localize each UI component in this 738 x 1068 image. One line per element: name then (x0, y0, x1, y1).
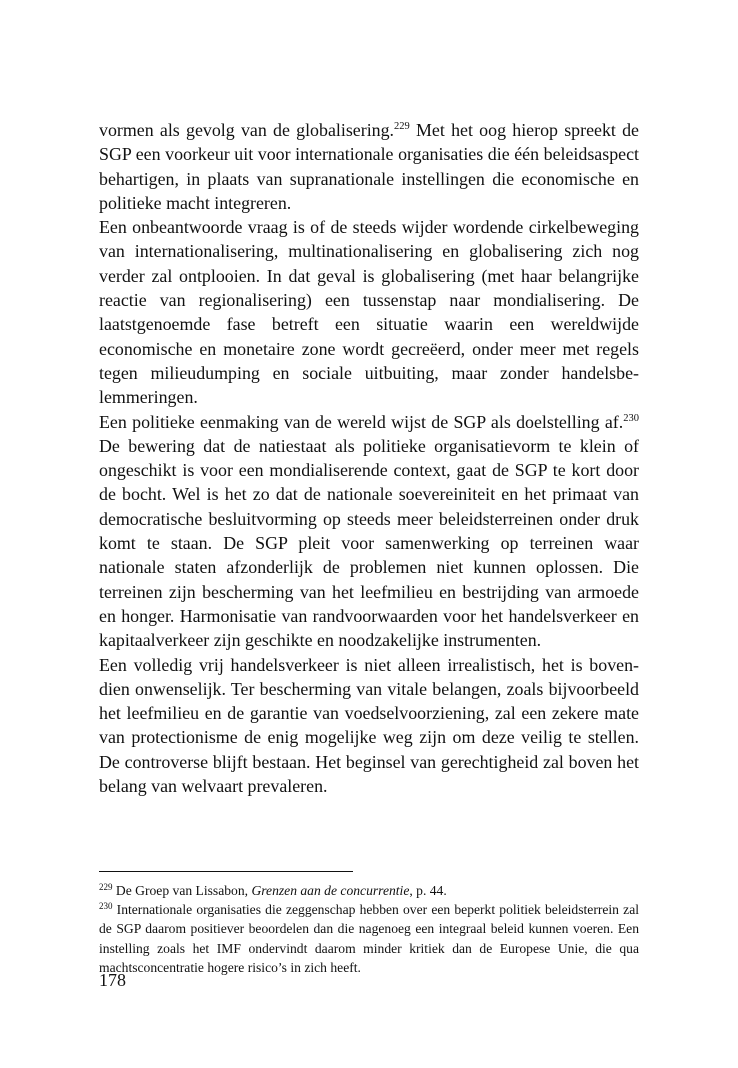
footnote-text: , p. 44. (409, 883, 447, 898)
footnotes (99, 881, 639, 977)
paragraph-4: Een volledig vrij handelsverkeer is niet alleen irrealistisch, het is bovendien onwenselijk. Ter bescherming van vitale belangen, zoals bijvoorbeeld het leefmilieu en de garantie van voedselvoorziening, zal een zekere mate van protectionisme de enig mogelijke weg zijn om deze veilig te stellen. De controverse blijft bestaan. Het beginsel van gerechtigheid zal boven het belang van welvaart prevaleren. (99, 654, 639, 797)
footnote-229 (99, 881, 639, 900)
body-text (99, 118, 639, 798)
footnote-book-title: Grenzen aan de concurrentie (251, 883, 410, 898)
paragraph-2: Een onbeantwoorde vraag is of de steeds wijder wordende cirkelbeweging van internationalisering, multinationalisering en globalisering zich nog verder zal ontplooien. In dat geval is globalisering (met haar belangrijke reactie van regionalisering) een tussenstap naar mondialisering. De laatstgenoemde fase betreft een situatie waarin een wereldwijde economische en monetaire zone wordt gecreëerd, onder meer met regels tegen milieudumping en sociale uitbuiting, maar zonder handelsbelemmeringen. (99, 217, 639, 408)
paragraph-1-start: vormen als gevolg van de globalisering. (99, 120, 395, 140)
paragraph-1 (99, 118, 639, 215)
footnote-text: Internationale organisaties die zeggenschap hebben over een beperkt politiek beleidsterrein zal de SGP daarom positiever beoordelen dan die nagenoeg een integraal beleid kunnen voeren. Een instelling zoals het IMF ondervindt daarom minder kritiek dan de Europese Unie, die qua machtsconcentratie hogere risico’s in zich heeft. (99, 902, 639, 975)
footnote-ref-230[interactable]: 230 (623, 412, 639, 424)
paragraph-3-start: Een politieke eenmaking van de wereld wijst de SGP als doelstelling af. (99, 411, 624, 432)
footnote-text: De Groep van Lissabon, (112, 883, 252, 898)
page-number: 178 (99, 970, 126, 990)
paragraph-3-end: De bewering dat de natiestaat als politieke organisatievorm te klein of ongeschikt is voor een mondialiserende context, gaat de SGP te kort door de bocht. Wel is het zo dat de nationale soevereiniteit en het primaat van democratische besluitvorming op steeds meer beleidsterreinen onder druk komt te staan. De SGP pleit voor samenwerking op terreinen waar nationale staten afzonderlijk de problemen niet kunnen oplossen. Die terreinen zijn bescherming van het leefmilieu en bestrijding van armoede en honger. Harmonisatie van randvoorwaarden voor het handelsverkeer en kapitaalverkeer zijn geschikte en noodzakelijke instrumenten. (99, 435, 639, 651)
footnote-230 (99, 900, 639, 977)
footnote-number: 230 (99, 901, 113, 912)
paragraph-3 (99, 410, 639, 653)
footnote-number: 229 (99, 882, 113, 892)
footnote-ref-229[interactable]: 229 (394, 121, 410, 132)
paragraph-1-end: Met het oog hierop spreekt de SGP een voorkeur uit voor internationale organisaties die één beleidsaspect behartigen, in plaats van supranationale instellingen die economische en politieke macht integreren. (99, 120, 639, 213)
footnote-divider (99, 871, 353, 872)
